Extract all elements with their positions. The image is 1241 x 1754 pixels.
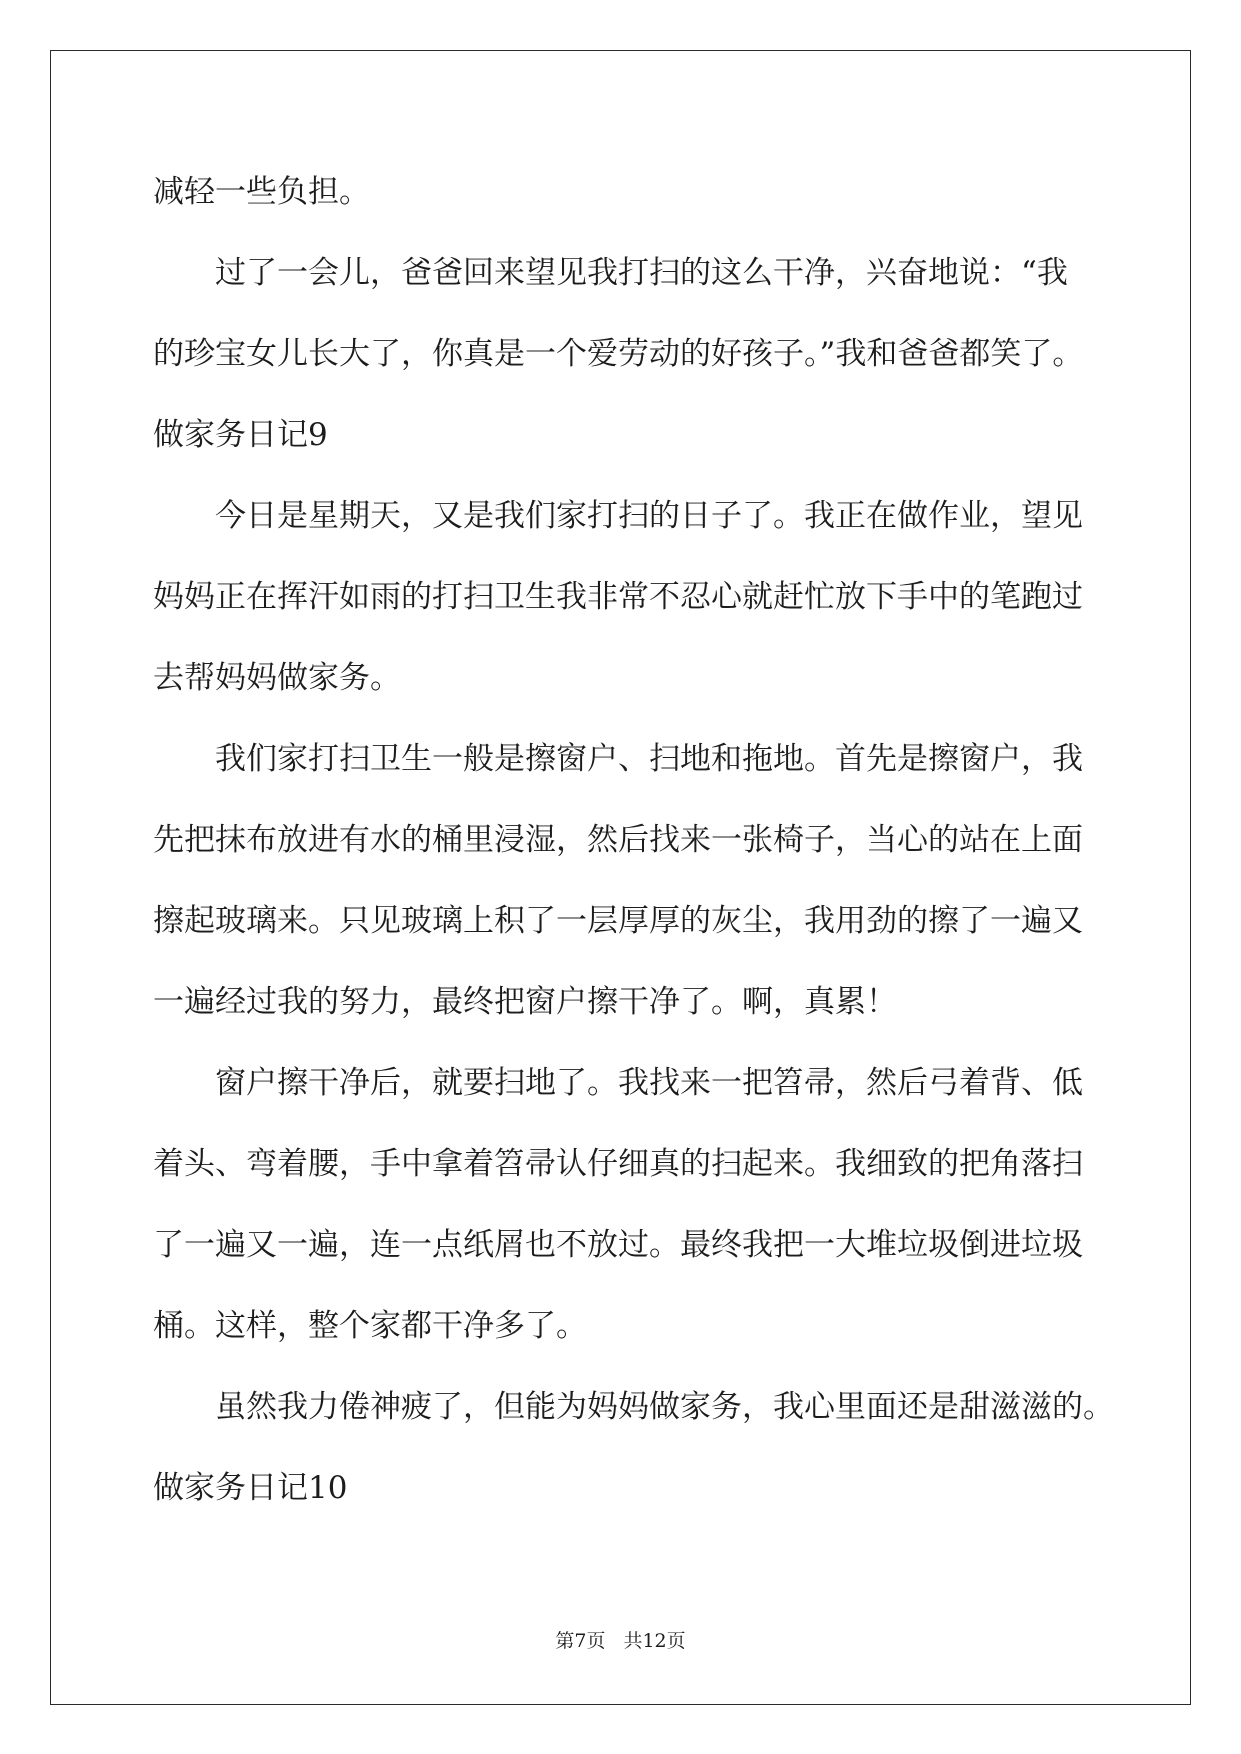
paragraph-line: 虽然我力倦神疲了，但能为妈妈做家务，我心里面还是甜滋滋的。 [215,1389,1114,1425]
paragraph-line: 先把抹布放进有水的桶里浸湿，然后找来一张椅子，当心的站在上面 [153,822,1083,858]
paragraph-line: 桶。这样，整个家都干净多了。 [153,1308,587,1344]
document-body [153,152,1163,1529]
paragraph-line: 一遍经过我的努力，最终把窗户擦干净了。啊，真累！ [153,984,897,1020]
page-total: 共12页 [623,1630,686,1652]
paragraph-line: 窗户擦干净后，就要扫地了。我找来一把笤帚，然后弓着背、低 [215,1065,1083,1101]
paragraph-line: 妈妈正在挥汗如雨的打扫卫生我非常不忍心就赶忙放下手中的笔跑过 [153,579,1083,615]
paragraph-line: 我们家打扫卫生一般是擦窗户、扫地和拖地。首先是擦窗户，我 [215,741,1083,777]
page-number: 第7页 [555,1630,606,1652]
paragraph-line: 去帮妈妈做家务。 [153,660,401,696]
page-footer [0,1628,1241,1654]
section-heading: 做家务日记9 [153,417,328,453]
paragraph-line: 的珍宝女儿长大了，你真是一个爱劳动的好孩子。”我和爸爸都笑了。 [153,336,1084,372]
paragraph-line: 过了一会儿，爸爸回来望见我打扫的这么干净，兴奋地说：“我 [215,255,1068,291]
paragraph-line: 擦起玻璃来。只见玻璃上积了一层厚厚的灰尘，我用劲的擦了一遍又 [153,903,1083,939]
paragraph-line: 今日是星期天，又是我们家打扫的日子了。我正在做作业，望见 [215,498,1083,534]
paragraph-line: 着头、弯着腰，手中拿着笤帚认仔细真的扫起来。我细致的把角落扫 [153,1146,1083,1182]
section-heading: 做家务日记10 [153,1470,348,1506]
paragraph-line: 了一遍又一遍，连一点纸屑也不放过。最终我把一大堆垃圾倒进垃圾 [153,1227,1083,1263]
paragraph-line: 减轻一些负担。 [153,174,370,210]
